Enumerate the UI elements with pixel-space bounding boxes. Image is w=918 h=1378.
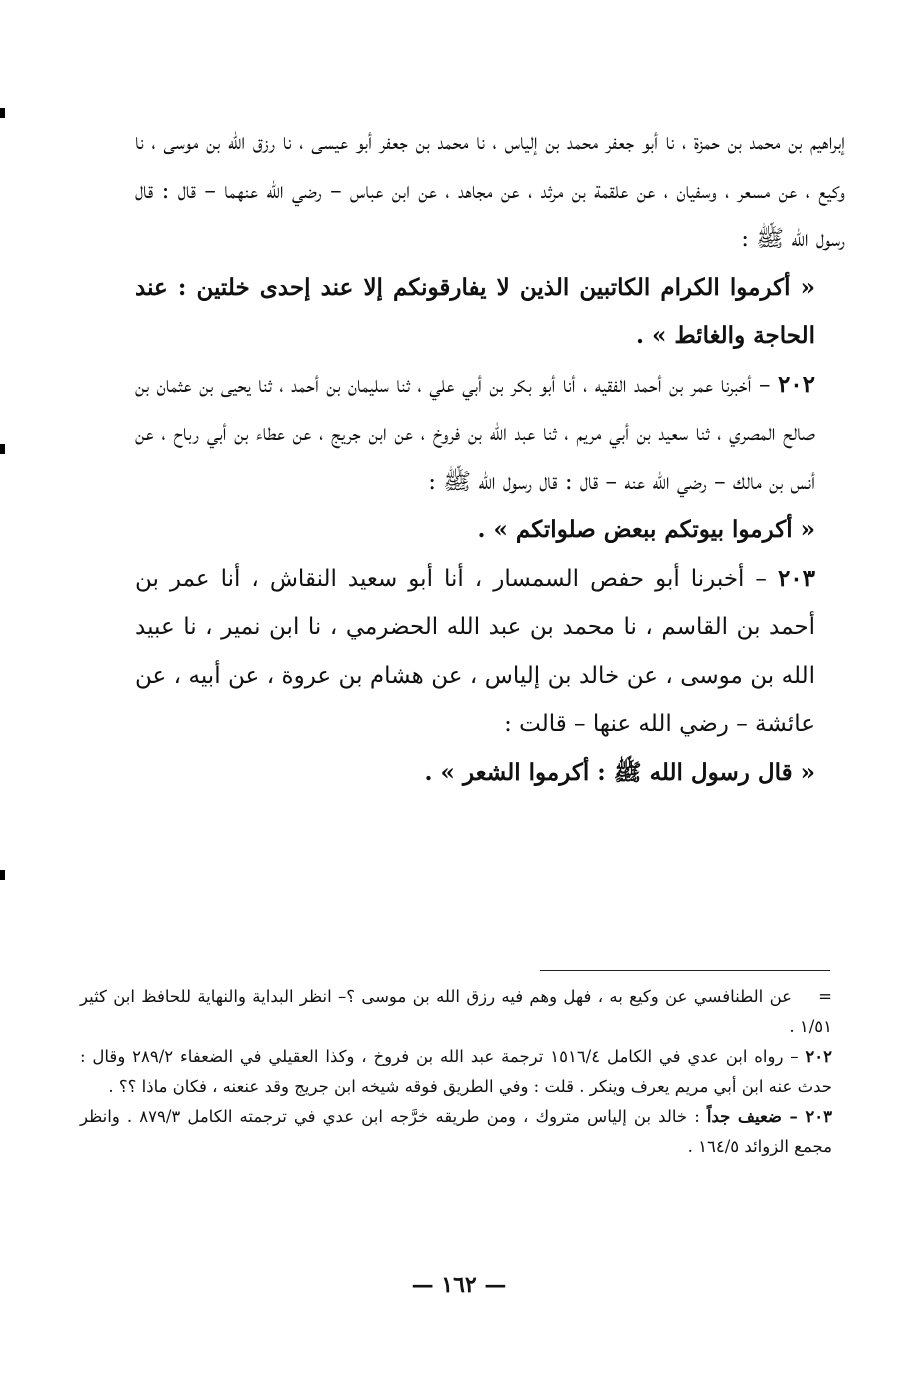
hadith-number: ٢٠٢ <box>777 370 815 398</box>
hadith-203-text: « قال رسول الله ﷺ : أكرموا الشعر » . <box>424 758 815 786</box>
page-number: — ١٦٢ — <box>411 1272 507 1298</box>
hadith-202-isnad: – أخبرنا عمر بن أحمد الفقيه ، أنا أبو بكر بن أبي علي ، ثنا سليمان بن أحمد ، ثنا يحيى بن عثمان بن صالح المصري ، ثنا سعيد بن أبي مريم ، ثنا عبد الله بن فروخ ، عن ابن جريج ، عن عطاء بن أبي رباح ، عن أنس بن مالك – رضي الله عنه – قال : قال رسول الله ﷺ : <box>135 371 815 495</box>
continuation-mark: = <box>818 987 832 1006</box>
hadith-201-chain: إبراهيم بن محمد بن حمزة ، نا أبو جعفر محمد بن إلياس ، نا محمد بن جعفر أبو عيسى ، نا رزق الله بن موسى ، نا وكيع ، عن مسعر ، وسفيان ، عن علقمة بن مرثد ، عن مجاهد ، عن ابن عباس – رضي الله عنهما – قال : قال رسول الله ﷺ : <box>135 129 845 252</box>
grading-label: – ضعيف جداً <box>706 1107 806 1126</box>
footnote-202 <box>80 1042 832 1102</box>
hadith-202-text: « أكرموا بيوتكم ببعض صلواتكم » . <box>477 516 815 543</box>
margin-mark <box>0 870 5 880</box>
footnote-text: : خالد بن إلياس متروك ، ومن طريقه خرَّجه ابن عدي في ترجمته الكامل ٨٧٩/٣ . وانظر مجمع الزوائد ١٦٤/٥ . <box>80 1107 832 1156</box>
footnote-text: عن الطنافسي عن وكيع به ، فهل وهم فيه رزق الله بن موسى ؟– انظر البداية والنهاية للحافظ ابن كثير ١/٥١ . <box>80 987 832 1036</box>
hadith-number: ٢٠٣ <box>777 564 815 592</box>
margin-mark <box>0 444 5 454</box>
footnote-number: ٢٠٣ <box>805 1107 832 1126</box>
margin-mark <box>0 108 5 118</box>
hadith-203-chain <box>135 555 845 749</box>
footnote-continued <box>80 982 832 1042</box>
hadith-201-text: « أكرموا الكرام الكاتبين الذين لا يفارقونكم إلا عند إحدى خلتين : عند الحاجة والغائط » . <box>135 273 815 349</box>
footnote-divider <box>540 970 830 971</box>
footnotes <box>80 982 832 1162</box>
footnote-number: ٢٠٢ <box>805 1047 833 1066</box>
hadith-202-chain <box>135 361 845 507</box>
hadith-203-isnad: – أخبرنا أبو حفص السمسار ، أنا أبو سعيد النقاش ، أنا عمر بن أحمد بن القاسم ، نا محمد بن عبد الله الحضرمي ، نا ابن نمير ، نا عبيد الله بن موسى ، عن خالد بن إلياس ، عن هشام بن عروة ، عن أبيه ، عن عائشة – رضي الله عنها – قالت : <box>135 565 815 737</box>
footnote-203 <box>80 1102 832 1162</box>
main-text <box>135 118 845 797</box>
footnote-text: – رواه ابن عدي في الكامل ١٥١٦/٤ ترجمة عبد الله بن فروخ ، وكذا العقيلي في الضعفاء ٢٨٩/٢ وقال : حدث عنه ابن أبي مريم يعرف وينكر . قلت : وفي الطريق فوقه شيخه ابن جريج وقد عنعنه ، فكان ماذا ؟؟ . <box>80 1047 832 1096</box>
